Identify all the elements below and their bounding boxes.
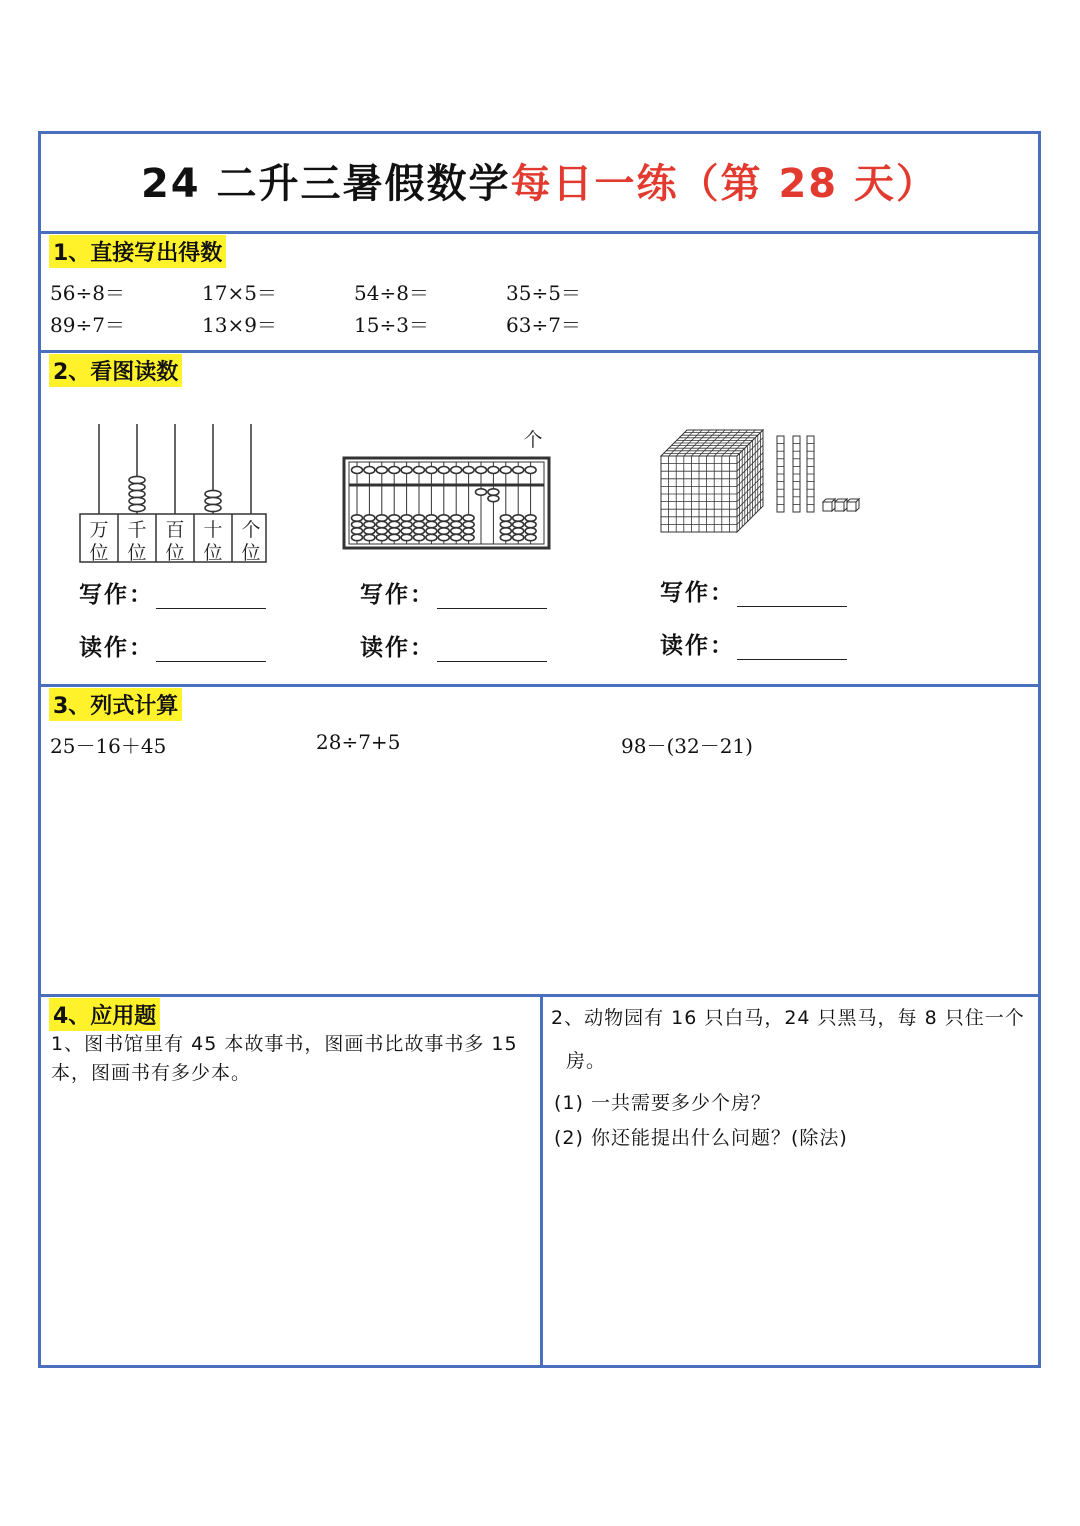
abacus-bead: [525, 534, 536, 540]
abacus-bead: [401, 467, 412, 474]
question-2-line-1: 2、动物园有 16 只白马，24 只黑马，每 8 只住一个: [551, 1007, 1025, 1029]
abacus-bead: [476, 489, 487, 495]
abacus-bead: [414, 534, 425, 540]
abacus-bead: [488, 467, 499, 474]
abacus-bead: [414, 515, 425, 521]
abacus-bead: [376, 521, 387, 527]
calc-item: 54÷8＝: [354, 281, 429, 305]
unit-cube: [835, 502, 844, 511]
abacus-bead: [463, 515, 474, 521]
page-title: [41, 152, 1038, 209]
expression-item: 98－(32－21): [621, 734, 753, 758]
abacus-bead: [451, 521, 462, 527]
abacus-bead: [513, 515, 524, 521]
column-divider: [540, 994, 543, 1365]
write-label: 写作：: [79, 582, 154, 608]
abacus-bead: [463, 467, 474, 474]
abacus-bead: [376, 467, 387, 474]
abacus-bead: [463, 521, 474, 527]
place-label: 个: [241, 519, 261, 541]
title-black: 24 二升三暑假数学: [140, 161, 511, 207]
read-answer-blank[interactable]: [737, 637, 847, 660]
abacus-bead: [500, 521, 511, 527]
calc-item: 15÷3＝: [354, 313, 429, 337]
abacus-unit-label: 个: [523, 429, 543, 451]
place-label: 十: [203, 519, 223, 541]
abacus-bead: [438, 521, 449, 527]
abacus-bead: [426, 467, 437, 474]
abacus-figure: [341, 420, 556, 552]
abacus-bead: [426, 528, 437, 534]
abacus-bead: [401, 528, 412, 534]
write-label: 写作：: [360, 582, 435, 608]
abacus-bead: [500, 515, 511, 521]
abacus-bead: [364, 467, 375, 474]
abacus-bead: [414, 467, 425, 474]
section-3-heading: 3、列式计算: [49, 688, 182, 721]
write-field-3: [660, 574, 847, 607]
section-1: [41, 231, 1038, 353]
calc-item: 13×9＝: [202, 313, 277, 337]
read-label: 读作：: [79, 635, 154, 661]
abacus-bead: [414, 528, 425, 534]
section-2: [41, 350, 1038, 687]
abacus-bead: [500, 467, 511, 474]
expression-item: 25－16＋45: [50, 734, 167, 758]
abacus-bead: [389, 467, 400, 474]
section-3: [41, 684, 1038, 997]
section-4-heading: 4、应用题: [49, 998, 160, 1031]
abacus-bead: [513, 534, 524, 540]
abacus-bead: [376, 528, 387, 534]
read-field-3: [660, 627, 847, 660]
place-label: 位: [127, 542, 147, 564]
abacus-bead: [525, 528, 536, 534]
abacus-bead: [414, 521, 425, 527]
section-2-heading: 2、看图读数: [49, 354, 182, 387]
worksheet: [38, 131, 1041, 1368]
abacus-bead: [438, 528, 449, 534]
write-field-1: [79, 576, 266, 609]
abacus-bead: [401, 534, 412, 540]
counting-frame-figure: [71, 420, 301, 570]
abacus-bead: [438, 515, 449, 521]
place-label: 位: [203, 542, 223, 564]
abacus-bead: [389, 534, 400, 540]
abacus-bead: [364, 521, 375, 527]
abacus-bead: [389, 521, 400, 527]
calc-item: 35÷5＝: [506, 281, 581, 305]
read-field-2: [360, 629, 547, 662]
abacus-bead: [438, 534, 449, 540]
calc-item: 56÷8＝: [50, 281, 125, 305]
read-field-1: [79, 629, 266, 662]
expression-item: 28÷7+5: [316, 730, 401, 754]
place-label: 位: [165, 542, 185, 564]
place-label: 位: [241, 542, 261, 564]
title-row: [41, 134, 1038, 234]
abacus-bead: [500, 528, 511, 534]
place-label: 千: [127, 519, 147, 541]
write-label: 写作：: [660, 580, 735, 606]
abacus-bead: [376, 534, 387, 540]
place-label: 万: [89, 519, 109, 541]
place-label: 位: [89, 542, 109, 564]
abacus-bead: [389, 528, 400, 534]
section-4: [41, 994, 1038, 1365]
read-label: 读作：: [360, 635, 435, 661]
calc-item: 89÷7＝: [50, 313, 125, 337]
abacus-bead: [488, 495, 499, 501]
abacus-bead: [451, 534, 462, 540]
abacus-bead: [364, 534, 375, 540]
write-answer-blank[interactable]: [437, 586, 547, 609]
abacus-bead: [426, 521, 437, 527]
abacus-bead: [525, 467, 536, 474]
place-label: 百: [165, 519, 185, 541]
base-ten-blocks-figure: [653, 420, 863, 570]
write-answer-blank[interactable]: [156, 586, 266, 609]
abacus-bead: [376, 515, 387, 521]
abacus-bead: [401, 521, 412, 527]
abacus-bead: [389, 515, 400, 521]
write-field-2: [360, 576, 547, 609]
abacus-bead: [488, 489, 499, 495]
abacus-bead: [352, 534, 363, 540]
abacus-bead: [401, 515, 412, 521]
abacus-bead: [352, 467, 363, 474]
title-red: 每日一练（第 28 天）: [510, 161, 939, 207]
question-1-line-1: 1、图书馆里有 45 本故事书，图画书比故事书多 15: [51, 1033, 518, 1055]
abacus-bead: [513, 528, 524, 534]
abacus-bead: [352, 528, 363, 534]
abacus-bead: [525, 521, 536, 527]
abacus-bead: [426, 515, 437, 521]
unit-cube: [823, 502, 832, 511]
calc-item: 17×5＝: [202, 281, 277, 305]
abacus-bead: [463, 534, 474, 540]
abacus-bead: [426, 534, 437, 540]
read-answer-blank[interactable]: [437, 639, 547, 662]
question-1-line-2: 本，图画书有多少本。: [51, 1062, 252, 1084]
write-answer-blank[interactable]: [737, 584, 847, 607]
abacus-bead: [352, 521, 363, 527]
abacus-bead: [364, 515, 375, 521]
calc-item: 63÷7＝: [506, 313, 581, 337]
abacus-bead: [438, 467, 449, 474]
abacus-bead: [451, 528, 462, 534]
abacus-bead: [352, 515, 363, 521]
abacus-bead: [525, 515, 536, 521]
abacus-bead: [451, 467, 462, 474]
section-1-heading: 1、直接写出得数: [49, 235, 226, 268]
question-2-sub-2: (2) 你还能提出什么问题？(除法): [554, 1127, 848, 1149]
abacus-bead: [451, 515, 462, 521]
question-2-line-2: 房。: [566, 1050, 607, 1072]
question-2-sub-1: (1) 一共需要多少个房？: [554, 1092, 771, 1114]
abacus-bead: [364, 528, 375, 534]
abacus-bead: [513, 467, 524, 474]
abacus-bead: [463, 528, 474, 534]
read-answer-blank[interactable]: [156, 639, 266, 662]
abacus-bead: [500, 534, 511, 540]
abacus-bead: [476, 467, 487, 474]
read-label: 读作：: [660, 633, 735, 659]
abacus-bead: [513, 521, 524, 527]
unit-cube: [847, 502, 856, 511]
